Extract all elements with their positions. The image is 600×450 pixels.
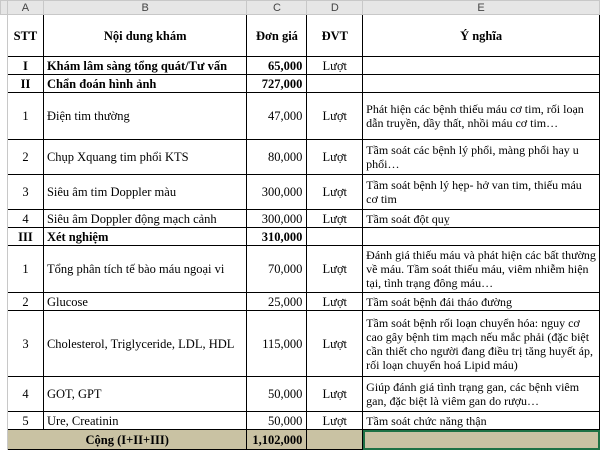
cell-price[interactable]: 70,000 [247,246,307,293]
column-header-a[interactable]: A [8,1,44,15]
total-unit-cell[interactable] [307,430,363,450]
select-all-corner[interactable] [1,1,8,15]
column-header-d[interactable]: D [307,1,363,15]
cell-stt[interactable]: 4 [8,210,44,228]
cell-content[interactable]: Tổng phân tích tế bào máu ngoại vi [43,246,247,293]
cell-price[interactable]: 80,000 [247,140,307,175]
table-row [1,412,600,430]
meaning-text: Giúp đánh giá tình trạng gan, các bệnh viêm gan, đặc biệt là viêm gan do rượu… [366,380,580,408]
cell-meaning[interactable] [363,140,600,175]
total-price[interactable]: 1,102,000 [247,430,307,450]
cell-meaning[interactable] [363,311,600,377]
cell-content[interactable]: Chẩn đoán hình ảnh [43,75,247,93]
cell-content[interactable]: Xét nghiệm [43,228,247,246]
table-row [1,140,600,175]
table-row [1,311,600,377]
cell-price[interactable]: 50,000 [247,412,307,430]
cell-price[interactable]: 300,000 [247,175,307,210]
cell-unit[interactable]: Lượt [307,175,363,210]
cell-content[interactable]: Cholesterol, Triglyceride, LDL, HDL [43,311,247,377]
table-row [1,57,600,75]
cell-content[interactable]: Khám lâm sàng tổng quát/Tư vấn [43,57,247,75]
table-row [1,377,600,412]
cell-meaning[interactable] [363,93,600,140]
column-header-c[interactable]: C [247,1,307,15]
cell-unit[interactable]: Lượt [307,377,363,412]
cell-meaning[interactable] [363,412,600,430]
cell-price[interactable]: 727,000 [247,75,307,93]
cell-stt[interactable]: 1 [8,246,44,293]
meaning-text: Tầm soát các bệnh lý phổi, màng phổi hay u phổi… [366,143,579,171]
cell-content[interactable]: Điện tim thường [43,93,247,140]
header-meaning[interactable]: Ý nghĩa [363,15,600,57]
cell-meaning[interactable] [363,228,600,246]
cell-content[interactable]: Ure, Creatinin [43,412,247,430]
header-price[interactable]: Đơn giá [247,15,307,57]
table-row [1,293,600,311]
cell-price[interactable]: 25,000 [247,293,307,311]
table-row [1,93,600,140]
cell-meaning[interactable] [363,293,600,311]
meaning-text: Tầm soát đột quỵ [366,211,450,226]
cell-price[interactable]: 50,000 [247,377,307,412]
cell-meaning[interactable] [363,246,600,293]
cell-price[interactable]: 47,000 [247,93,307,140]
cell-price[interactable]: 65,000 [247,57,307,75]
cell-stt[interactable]: 3 [8,175,44,210]
cell-unit[interactable]: Lượt [307,93,363,140]
meaning-text: Tầm soát bệnh rối loạn chuyển hóa: nguy cơ cao gây bệnh tim mạch nếu mắc phải (đặc biệt cần thiết cho người đang điều trị tăng huyết áp, rối loạn chuyển hoá Lipid máu) [366,315,593,372]
cell-stt[interactable]: 3 [8,311,44,377]
cell-price[interactable]: 300,000 [247,210,307,228]
cell-stt[interactable]: I [8,57,44,75]
header-stt[interactable]: STT [8,15,44,57]
cell-unit[interactable]: Lượt [307,311,363,377]
cell-unit[interactable] [307,75,363,93]
cell-content[interactable]: Siêu âm Doppler động mạch cảnh [43,210,247,228]
cell-stt[interactable]: 2 [8,293,44,311]
cell-meaning[interactable] [363,210,600,228]
cell-content[interactable]: Glucose [43,293,247,311]
cell-meaning[interactable] [363,75,600,93]
cell-content[interactable]: GOT, GPT [43,377,247,412]
header-unit[interactable]: ĐVT [307,15,363,57]
cell-unit[interactable]: Lượt [307,293,363,311]
cell-stt[interactable]: III [8,228,44,246]
cell-unit[interactable]: Lượt [307,210,363,228]
meaning-text: Tầm soát bệnh đái tháo đường [366,294,512,309]
meaning-text: Đánh giá thiếu máu và phát hiện các bất thường về máu. Tầm soát thiếu máu, viêm nhiễm hiện tại, tình trạng đông máu… [366,248,596,290]
cell-unit[interactable]: Lượt [307,57,363,75]
cell-content[interactable]: Siêu âm tim Doppler màu [43,175,247,210]
cell-unit[interactable]: Lượt [307,140,363,175]
cell-meaning[interactable] [363,57,600,75]
header-content[interactable]: Nội dung khám [43,15,247,57]
cell-price[interactable]: 115,000 [247,311,307,377]
meaning-text: Tầm soát chức năng thận [366,413,487,428]
cell-meaning[interactable] [363,377,600,412]
total-row [1,430,600,450]
column-header-b[interactable]: B [43,1,247,15]
cell-content[interactable]: Chụp Xquang tim phổi KTS [43,140,247,175]
column-header-e[interactable]: E [363,1,600,15]
table-row [1,246,600,293]
cell-meaning[interactable] [363,175,600,210]
cell-stt[interactable]: II [8,75,44,93]
table-row [1,228,600,246]
table-header-row [1,15,600,57]
total-meaning-cell[interactable] [363,430,600,450]
cell-stt[interactable]: 1 [8,93,44,140]
table-row [1,75,600,93]
cell-unit[interactable]: Lượt [307,246,363,293]
cell-stt[interactable]: 2 [8,140,44,175]
cell-unit[interactable] [307,228,363,246]
cell-price[interactable]: 310,000 [247,228,307,246]
cell-unit[interactable]: Lượt [307,412,363,430]
meaning-text: Phát hiện các bệnh thiếu máu cơ tim, rối loạn dẫn truyền, dầy thất, nhồi máu cơ tim… [366,102,584,130]
table-row [1,210,600,228]
cell-stt[interactable]: 4 [8,377,44,412]
table-row [1,175,600,210]
meaning-text: Tầm soát bệnh lý hẹp- hở van tim, thiếu máu cơ tim [366,178,582,206]
total-label[interactable]: Cộng (I+II+III) [8,430,247,450]
cell-stt[interactable]: 5 [8,412,44,430]
